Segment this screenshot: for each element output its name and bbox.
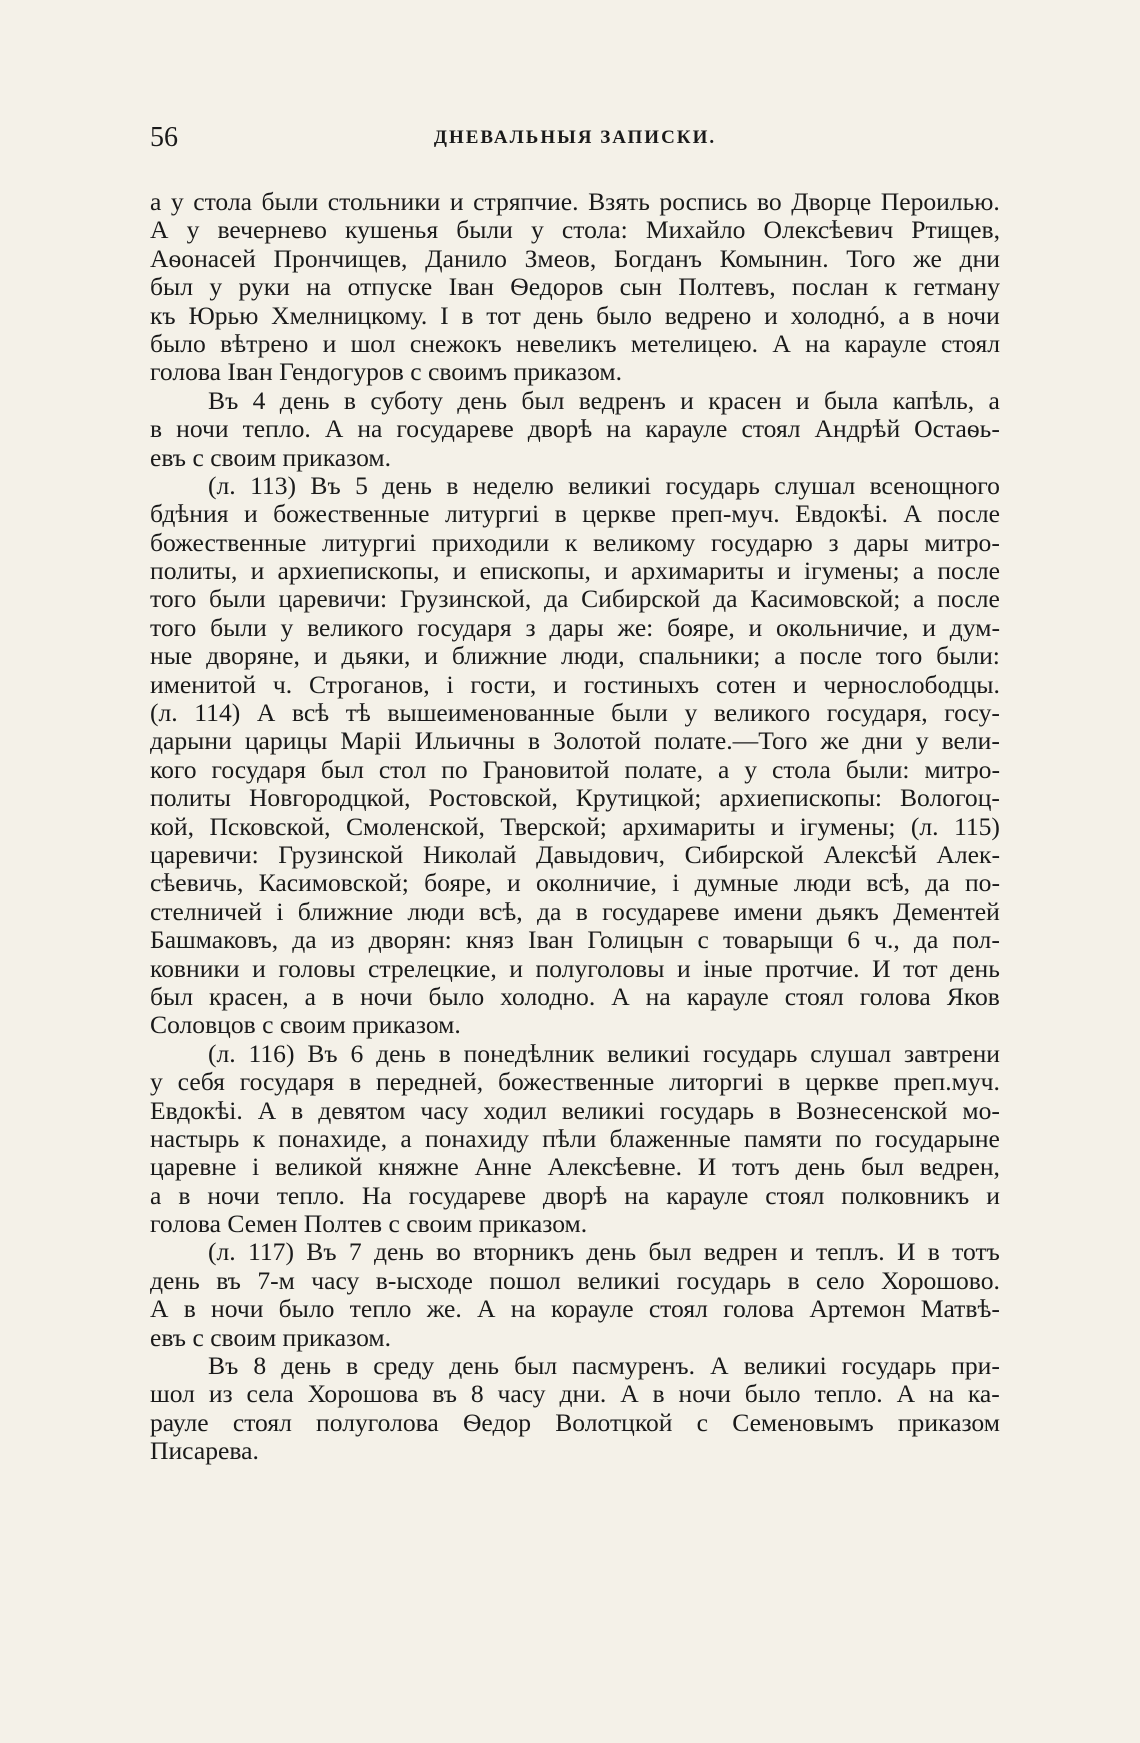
text-line: в ночи тепло. А на государеве дворѣ на карауле стоял Андрѣй Остаѳь- xyxy=(150,414,1000,444)
text-line: политы Новгородцкой, Ростовской, Крутицкой; архиепископы: Вологоц- xyxy=(150,783,1000,813)
text-line: дарыни царицы Маріі Ильичны в Золотой полате.—Того же дни у вели- xyxy=(150,726,1000,756)
text-line: сѣевичь, Касимовской; бояре, и околничие, і думные люди всѣ, да по- xyxy=(150,868,1000,898)
text-line: къ Юрью Хмелницкому. І в тот день было ведрено и холоднó, а в ночи xyxy=(150,300,1000,330)
text-line: настырь к понахиде, а понахиду пѣли блаженные памяти по государыне xyxy=(150,1123,1000,1153)
text-line: ковники и головы стрелецкие, и полуголовы и іные протчие. И тот день xyxy=(150,953,1000,983)
text-line: был у руки на отпуске Іван Ѳедоров сын Полтевъ, послан к гетману xyxy=(150,272,1000,302)
text-line: кой, Псковской, Смоленской, Тверской; архимариты и ігумены; (л. 115) xyxy=(150,811,1000,841)
body-text xyxy=(150,188,1000,1466)
text-line: рауле стоял полуголова Ѳедор Волотцкой с Семеновымъ приказом xyxy=(150,1407,1000,1437)
text-line: именитой ч. Строганов, і гости, и гостиныхъ сотен и чернослободцы. xyxy=(150,669,1000,699)
text-line: а у стола были стольники и стряпчие. Взять роспись во Дворце Пероилью. xyxy=(150,187,1000,216)
text-line: день въ 7-м часу в-ысходе пошол великиі государь в село Хорошово. xyxy=(150,1265,1000,1295)
text-line: евъ с своим приказом. xyxy=(150,1322,392,1352)
text-line: (л. 116) Въ 6 день в понедѣлник великиі государь слушал завтрени xyxy=(208,1038,1000,1068)
text-line: царевне і великой княжне Анне Алексѣевне. И тотъ день был ведрен, xyxy=(150,1152,1000,1182)
text-line: голова Семен Полтев с своим приказом. xyxy=(150,1209,588,1239)
text-line: А у вечернево кушенья были у стола: Михайло Олексѣевич Ртищев, xyxy=(150,215,1000,245)
text-line: А в ночи было тепло же. А на корауле стоял голова Артемон Матвѣ- xyxy=(150,1294,1000,1324)
text-line: Башмаковъ, да из дворян: княз Іван Голицын с товарыщи 6 ч., да пол- xyxy=(150,925,1000,955)
page-number: 56 xyxy=(150,122,178,153)
text-line: (л. 113) Въ 5 день в неделю великиі государь слушал всенощного xyxy=(208,470,1000,500)
text-line: того были царевичи: Грузинской, да Сибирской да Касимовской; а после xyxy=(150,584,1000,614)
paragraph xyxy=(150,472,1000,1040)
paragraph xyxy=(150,1238,1000,1352)
text-line: Въ 8 день в среду день был пасмуренъ. А великиі государь при- xyxy=(208,1351,1000,1381)
text-line: того были у великого государя з дары же: бояре, и окольничие, и дум- xyxy=(150,612,1000,642)
text-line: кого государя был стол по Грановитой полате, а у стола были: митро- xyxy=(150,754,1000,784)
page-header xyxy=(150,118,1000,158)
text-line: Въ 4 день в суботу день был ведренъ и красен и была капѣль, а xyxy=(208,385,1000,415)
paragraph xyxy=(150,1040,1000,1239)
text-line: а в ночи тепло. На государеве дворѣ на карауле стоял полковникъ и xyxy=(150,1180,1000,1210)
text-line: у себя государя в передней, божественные литоргиі в церкве преп.муч. xyxy=(150,1067,1000,1097)
text-line: был красен, а в ночи было холодно. А на карауле стоял голова Яков xyxy=(150,981,1000,1011)
text-line: стелничей і ближние люди всѣ, да в государеве имени дьякъ Дементей xyxy=(150,896,1000,926)
text-line: бдѣния и божественные литургиі в церкве преп-муч. Евдокѣі. А после xyxy=(150,499,1000,529)
text-line: шол из села Хорошова въ 8 часу дни. А в ночи было тепло. А на ка- xyxy=(150,1379,1000,1409)
text-line: Евдокѣі. А в девятом часу ходил великиі государь в Вознесенской мо- xyxy=(150,1095,1000,1125)
text-line: царевичи: Грузинской Николай Давыдович, Сибирской Алексѣй Алек- xyxy=(150,839,1000,869)
text-line: Аѳонасей Прончищев, Данило Змеов, Богданъ Комынин. Того же дни xyxy=(150,243,1000,273)
paragraph xyxy=(150,1352,1000,1466)
text-line: (л. 114) А всѣ тѣ вышеименованные были у великого государя, госу- xyxy=(150,698,1000,728)
text-line: было вѣтрено и шол снежокъ невеликъ метелицею. А на карауле стоял xyxy=(150,328,1000,358)
text-line: голова Іван Гендогуров с своимъ приказом. xyxy=(150,357,623,387)
text-line: божественные литургиі приходили к великому государю з дары митро- xyxy=(150,527,1000,557)
text-line: евъ с своим приказом. xyxy=(150,442,392,472)
paragraph xyxy=(150,188,1000,387)
running-title: ДНЕВАЛЬНЫЯ ЗАПИСКИ. xyxy=(433,127,717,148)
text-line: Писарева. xyxy=(150,1436,259,1466)
text-line: Соловцов с своим приказом. xyxy=(150,1010,461,1040)
text-line: (л. 117) Въ 7 день во вторникъ день был ведрен и теплъ. И в тотъ xyxy=(208,1237,1000,1267)
paragraph xyxy=(150,387,1000,472)
text-line: политы, и архиепископы, и епископы, и архимариты и ігумены; а после xyxy=(150,556,1000,586)
text-line: ные дворяне, и дьяки, и ближние люди, спальники; а после того были: xyxy=(150,641,1000,671)
